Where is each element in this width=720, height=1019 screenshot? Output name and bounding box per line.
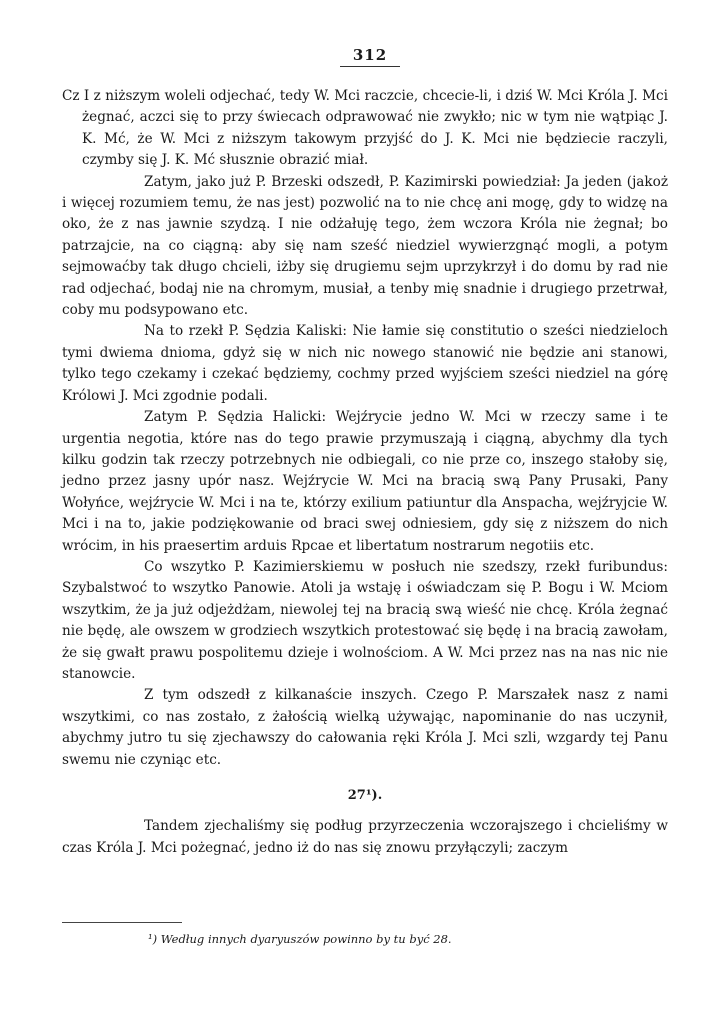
paragraph-4: Zatym P. Sędzia Halicki: Wejźrycie jedno W. Mci w rzeczy same i te urgentia negotia, które nas do tego prawie przymuszają i ciągną, abychmy dla tych kilku godzin tak rzeczy potrzebnych nie odbiegali, co nie prze co, inszego stałoby się, jedno przez jasny upór nasz. Wejźrycie W. Mci na bracią swą Pany Prusaki, Pany Wołyńce, wejźrycie W. Mci i na te, którzy exilium patiuntur dla Anspacha, wejźryjcie W. Mci i na to, jakie podziękowanie od braci swej odniesiem, gdy się z niższem do nich wrócim, in his praesertim arduis Rpcae et libertatum nostrarum negotiis etc. [62, 409, 668, 554]
page-number: 312 [340, 46, 400, 67]
body-text [62, 86, 668, 859]
footnote: ¹) Według innych dyaryuszów powinno by tu być 28. [148, 932, 452, 946]
paragraph-7: Tandem zjechaliśmy się podług przyrzeczenia wczorajszego i chcieliśmy w czas Króla J. Mci pożegnać, jedno iż do nas się znowu przyłączyli; zaczym [62, 818, 668, 856]
paragraph-2: Zatym, jako już P. Brzeski odszedł, P. Kazimirski powiedział: Ja jeden (jakoż i więcej rozumiem temu, że nas jest) pozwolić na to nie chcę ani mogę, gdy to widzę na oko, że z nas jawnie szydzą. I nie odżałuję tego, żem wczora Króla nie żegnał; bo patrzajcie, na co ciągną: aby się nam sześć niedziel wywierzgnąć mogli, a potym sejmowaćby tak długo chcieli, iżby się drugiemu sejm uprzykrzył i do domu by rad nie rad odjechać, bodaj nie na chromym, musiał, a tenby mię snadnie i drugiego przetrwał, coby mu podsypowano etc. [62, 173, 668, 319]
footnote-divider [62, 922, 182, 923]
section-number: 27¹). [347, 788, 383, 803]
paragraph-6: Z tym odszedł z kilkanaście inszych. Czego P. Marszałek nasz z nami wszytkimi, co nas zostało, z żałością wielką używając, napominanie do nas uczynił, abychmy jutro tu się zjechawszy do całowania ręki Króla J. Mci szli, wzgardy tej Panu swemu nie czyniąc etc. [62, 687, 668, 768]
paragraph-1: Cz I z niższym woleli odjechać, tedy W. Mci raczcie, chcecie-li, i dziś W. Mci Króla J. Mci żegnać, aczci się to przy świecach odprawować nie zwykło; nic w tym nie wątpiąc J. K. Mć, że W. Mci z niższym takowym przyjść do J. K. Mci nie będziecie raczyli, czymby się J. K. Mć słusznie obrazić miał. [62, 88, 668, 169]
paragraph-5: Co wszytko P. Kazimierskiemu w posłuch nie szedszy, rzekł furibundus: Szybalstwoć to wszytko Panowie. Atoli ja wstaję i oświadczam się P. Bogu i W. Mciom wszytkim, że ja już odjeżdżam, niewolej tej na bracią swą wieść nie chcę. Króla żegnać nie będę, ale owszem w grodziech wszytkich protestować się będę i na bracią zawołam, że się gwałt prawu pospolitemu dzieje i wolnościom. A W. Mci przez nas na nas nic nie stanowcie. [62, 558, 668, 682]
paragraph-3: Na to rzekł P. Sędzia Kaliski: Nie łamie się constitutio o sześci niedzieloch tymi dwiema dnioma, gdyż się w nich nic nowego stanowić nie będzie ani stanowi, tylko tego czekamy i czekać będziemy, cochmy przed wyjściem sześci niedziel na górę Królowi J. Mci zgodnie podali. [62, 323, 668, 404]
